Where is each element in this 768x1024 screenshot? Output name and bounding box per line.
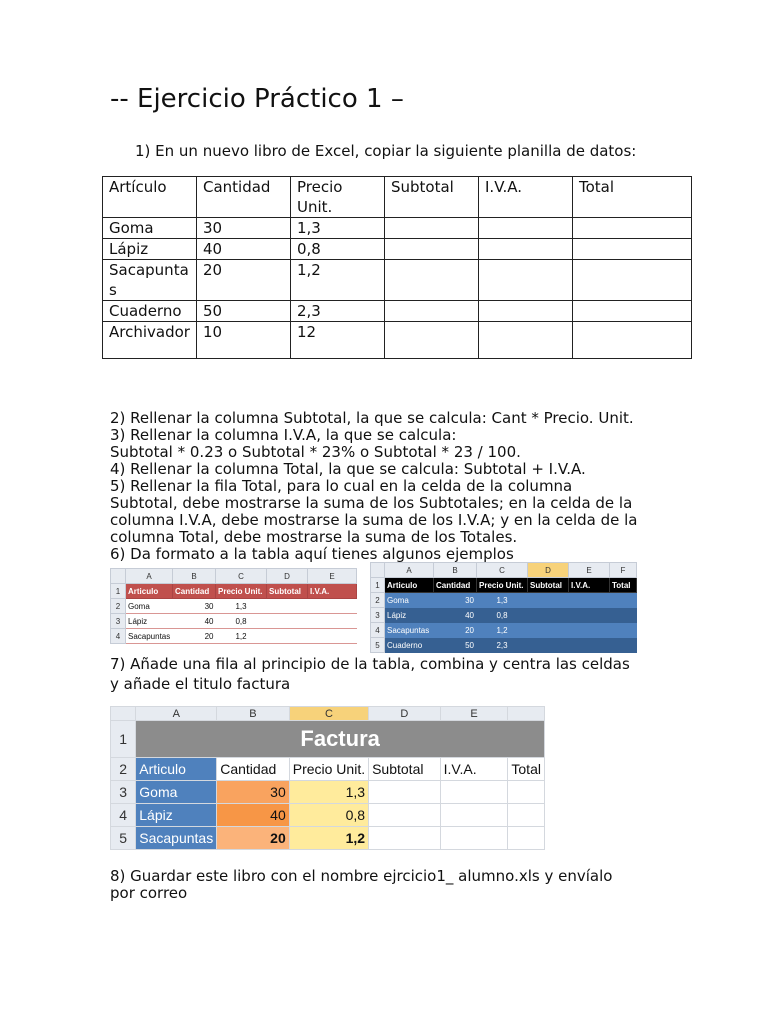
cell: Lápiz xyxy=(103,239,197,260)
row-header: 1 xyxy=(111,584,126,599)
corner-cell xyxy=(111,707,136,721)
cell: 20 xyxy=(434,623,477,638)
table-header-row xyxy=(103,177,692,218)
cell: 50 xyxy=(197,301,291,322)
cell xyxy=(308,629,357,644)
column-header: A xyxy=(136,707,217,721)
row-header: 2 xyxy=(371,593,385,608)
cell xyxy=(267,629,308,644)
header-cell: Articulo xyxy=(126,584,173,599)
cell: 2,3 xyxy=(477,638,528,653)
cell xyxy=(369,804,441,827)
cell: 40 xyxy=(173,614,216,629)
cell xyxy=(573,301,692,322)
step-5-line-2: Subtotal, debe mostrarse la suma de los Subtotales; en la celda de la xyxy=(110,494,633,512)
cell xyxy=(573,322,692,359)
cell xyxy=(479,301,573,322)
header-articulo: Artículo xyxy=(103,177,197,218)
step-3: 3) Rellenar la columna I.V.A, la que se calcula: xyxy=(110,426,457,444)
cell xyxy=(440,804,508,827)
step-8-line-1: 8) Guardar este libro con el nombre ejrcicio1_ alumno.xls y envíalo xyxy=(110,867,613,885)
row-header: 4 xyxy=(371,623,385,638)
column-header: B xyxy=(217,707,290,721)
column-header: F xyxy=(610,563,637,578)
step-5-line-3: columna I.V.A, debe mostrarse la suma de los I.V.A; y en la celda de la xyxy=(110,511,638,529)
cell: 0,8 xyxy=(477,608,528,623)
header-cell: Subtotal xyxy=(369,758,441,781)
cell xyxy=(385,239,479,260)
cell: 2,3 xyxy=(291,301,385,322)
cell: 40 xyxy=(197,239,291,260)
cell: 20 xyxy=(217,827,290,850)
cell xyxy=(267,599,308,614)
header-cell: Cantidad xyxy=(217,758,290,781)
step-6: 6) Da formato a la tabla aquí tienes algunos ejemplos xyxy=(110,545,514,563)
cell xyxy=(573,239,692,260)
header-cell: Total xyxy=(508,758,545,781)
cell xyxy=(267,614,308,629)
cell: 30 xyxy=(173,599,216,614)
data-table xyxy=(102,176,692,359)
corner-cell xyxy=(111,569,126,584)
header-cantidad: Cantidad xyxy=(197,177,291,218)
cell: 1,3 xyxy=(289,781,368,804)
header-cell: Cantidad xyxy=(173,584,216,599)
cell: 1,3 xyxy=(291,218,385,239)
example-table-blue xyxy=(370,562,650,650)
cell xyxy=(610,593,637,608)
cell: 1,3 xyxy=(477,593,528,608)
cell: Lápiz xyxy=(136,804,217,827)
cell: 1,2 xyxy=(289,827,368,850)
cell: Goma xyxy=(385,593,434,608)
cell xyxy=(528,593,569,608)
cell: Sacapuntas xyxy=(126,629,173,644)
example-factura xyxy=(110,706,545,852)
row-header: 4 xyxy=(111,629,126,644)
row-header: 5 xyxy=(371,638,385,653)
row-header: 1 xyxy=(111,721,136,758)
cell: 1,2 xyxy=(216,629,267,644)
cell: Goma xyxy=(126,599,173,614)
column-header: C xyxy=(289,707,368,721)
cell: Cuaderno xyxy=(103,301,197,322)
row-header: 2 xyxy=(111,599,126,614)
header-precio: Precio Unit. xyxy=(291,177,385,218)
table-row xyxy=(103,260,692,301)
row-header: 1 xyxy=(371,578,385,593)
cell xyxy=(479,322,573,359)
cell: 50 xyxy=(434,638,477,653)
cell xyxy=(573,218,692,239)
cell xyxy=(508,827,545,850)
column-header: E xyxy=(569,563,610,578)
cell xyxy=(610,623,637,638)
cell: Lápiz xyxy=(126,614,173,629)
step-4: 4) Rellenar la columna Total, la que se calcula: Subtotal + I.V.A. xyxy=(110,460,586,478)
step-1: 1) En un nuevo libro de Excel, copiar la siguiente planilla de datos: xyxy=(135,142,637,160)
step-8-line-2: por correo xyxy=(110,884,188,902)
cell xyxy=(610,638,637,653)
example-table-red xyxy=(110,568,370,642)
row-header: 4 xyxy=(111,804,136,827)
cell xyxy=(385,218,479,239)
cell: Lápiz xyxy=(385,608,434,623)
header-cell: Subtotal xyxy=(528,578,569,593)
cell xyxy=(479,239,573,260)
cell: 30 xyxy=(434,593,477,608)
row-header: 2 xyxy=(111,758,136,781)
cell: 30 xyxy=(217,781,290,804)
header-cell: Total xyxy=(610,578,637,593)
cell xyxy=(528,608,569,623)
cell: 0,8 xyxy=(291,239,385,260)
column-header: A xyxy=(385,563,434,578)
header-cell: Articulo xyxy=(136,758,217,781)
cell xyxy=(385,322,479,359)
corner-cell xyxy=(371,563,385,578)
cell xyxy=(479,260,573,301)
header-cell: Cantidad xyxy=(434,578,477,593)
step-7-line-1: 7) Añade una fila al principio de la tabla, combina y centra las celdas xyxy=(110,655,630,673)
cell: Goma xyxy=(136,781,217,804)
header-cell: Precio Unit. xyxy=(216,584,267,599)
cell xyxy=(369,827,441,850)
column-header: D xyxy=(528,563,569,578)
cell: Sacapuntas xyxy=(103,260,197,301)
header-subtotal: Subtotal xyxy=(385,177,479,218)
row-header: 3 xyxy=(371,608,385,623)
header-cell: Precio Unit. xyxy=(477,578,528,593)
cell xyxy=(369,781,441,804)
cell: Archivador xyxy=(103,322,197,359)
table-row xyxy=(103,301,692,322)
cell xyxy=(528,638,569,653)
header-cell: I.V.A. xyxy=(569,578,610,593)
cell xyxy=(508,804,545,827)
cell: 0,8 xyxy=(216,614,267,629)
table-row xyxy=(103,239,692,260)
row-header: 5 xyxy=(111,827,136,850)
header-cell: I.V.A. xyxy=(308,584,357,599)
cell: 12 xyxy=(291,322,385,359)
column-header: B xyxy=(434,563,477,578)
column-header: C xyxy=(216,569,267,584)
cell xyxy=(508,781,545,804)
cell xyxy=(569,593,610,608)
step-2: 2) Rellenar la columna Subtotal, la que se calcula: Cant * Precio. Unit. xyxy=(110,409,634,427)
cell: Sacapuntas xyxy=(385,623,434,638)
cell: 30 xyxy=(197,218,291,239)
column-header: C xyxy=(477,563,528,578)
cell xyxy=(385,301,479,322)
table-row xyxy=(103,322,692,359)
header-cell: Precio Unit. xyxy=(289,758,368,781)
cell xyxy=(610,608,637,623)
cell: 1,2 xyxy=(477,623,528,638)
cell: 1,3 xyxy=(216,599,267,614)
cell: 10 xyxy=(197,322,291,359)
cell: 40 xyxy=(217,804,290,827)
factura-title: Factura xyxy=(136,721,545,758)
cell: 0,8 xyxy=(289,804,368,827)
header-cell: Articulo xyxy=(385,578,434,593)
table-row xyxy=(103,218,692,239)
header-cell: Subtotal xyxy=(267,584,308,599)
row-header: 3 xyxy=(111,614,126,629)
column-header: B xyxy=(173,569,216,584)
step-7-line-2: y añade el titulo factura xyxy=(110,675,291,693)
cell xyxy=(479,218,573,239)
cell xyxy=(440,781,508,804)
cell: 40 xyxy=(434,608,477,623)
header-total: Total xyxy=(573,177,692,218)
cell xyxy=(308,599,357,614)
cell: Cuaderno xyxy=(385,638,434,653)
column-header: E xyxy=(308,569,357,584)
cell xyxy=(440,827,508,850)
column-header xyxy=(508,707,545,721)
column-header: D xyxy=(267,569,308,584)
column-header: A xyxy=(126,569,173,584)
cell: Goma xyxy=(103,218,197,239)
cell xyxy=(569,638,610,653)
cell: 20 xyxy=(197,260,291,301)
page-title: -- Ejercicio Práctico 1 – xyxy=(110,84,404,114)
step-5-line-1: 5) Rellenar la fila Total, para lo cual en la celda de la columna xyxy=(110,477,573,495)
step-5-line-4: columna Total, debe mostrarse la suma de los Totales. xyxy=(110,528,518,546)
cell xyxy=(308,614,357,629)
cell: 1,2 xyxy=(291,260,385,301)
cell xyxy=(528,623,569,638)
cell xyxy=(569,623,610,638)
cell xyxy=(569,608,610,623)
header-iva: I.V.A. xyxy=(479,177,573,218)
step-3-formula: Subtotal * 0.23 o Subtotal * 23% o Subtotal * 23 / 100. xyxy=(110,443,521,461)
cell: Sacapuntas xyxy=(136,827,217,850)
column-header: D xyxy=(369,707,441,721)
header-cell: I.V.A. xyxy=(440,758,508,781)
row-header: 3 xyxy=(111,781,136,804)
cell: 20 xyxy=(173,629,216,644)
column-header: E xyxy=(440,707,508,721)
cell xyxy=(573,260,692,301)
cell xyxy=(385,260,479,301)
